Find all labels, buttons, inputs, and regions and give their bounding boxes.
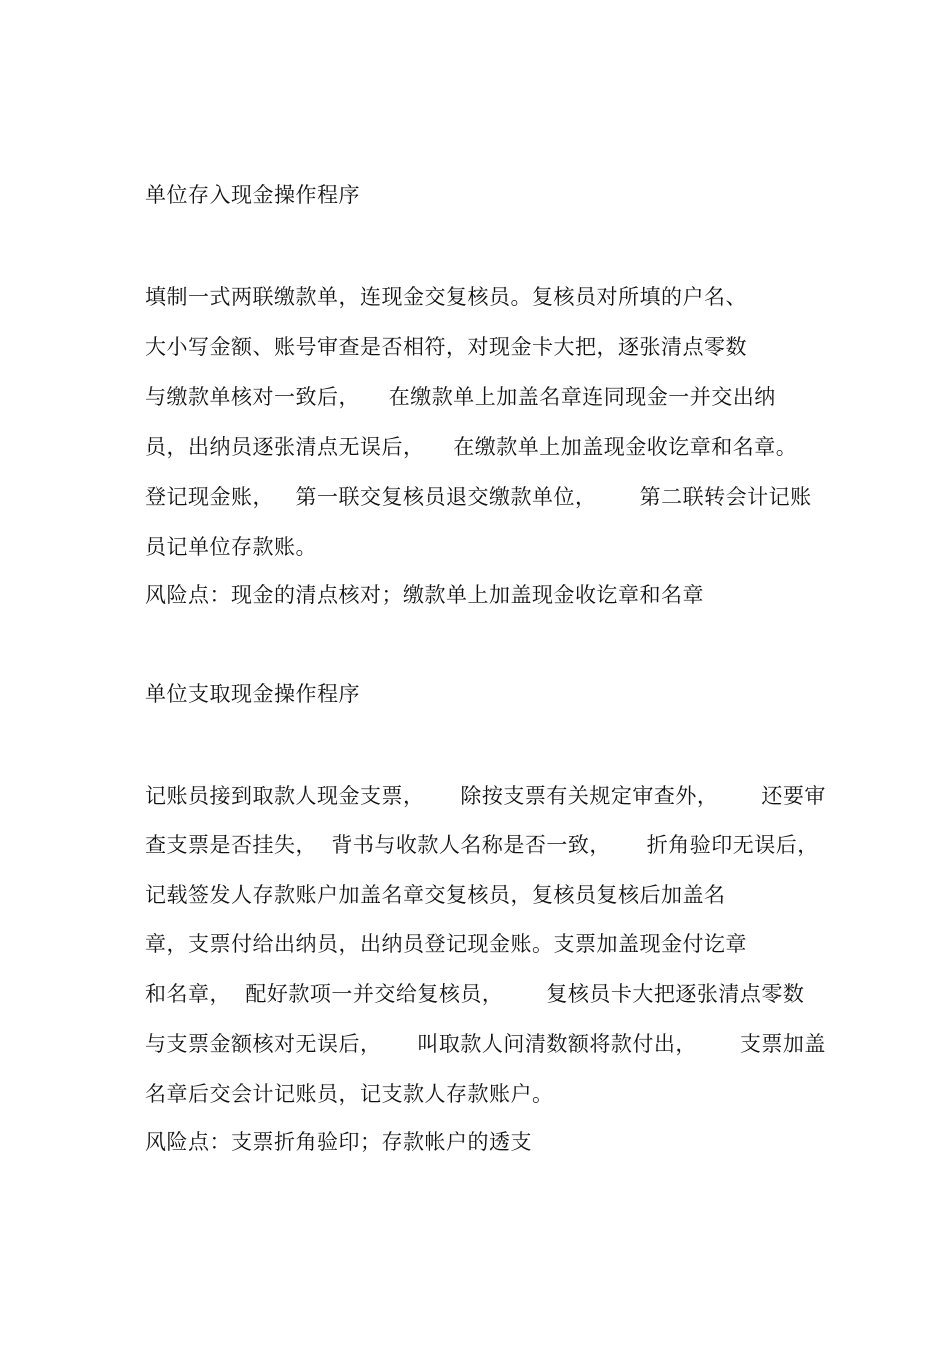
section1-line: 员，出纳员逐张清点无误后， 在缴款单上加盖现金收讫章和名章。 <box>145 435 798 459</box>
section2-line: 查支票是否挂失， 背书与收款人名称是否一致， 折角验印无误后， <box>145 833 819 857</box>
section1-title: 单位存入现金操作程序 <box>145 183 360 207</box>
section1-line: 员记单位存款账。 <box>145 535 317 559</box>
section1-line: 填制一式两联缴款单，连现金交复核员。复核员对所填的户名、 <box>145 285 747 309</box>
section2-title: 单位支取现金操作程序 <box>145 682 360 706</box>
section1-risk: 风险点：现金的清点核对；缴款单上加盖现金收讫章和名章 <box>145 583 704 607</box>
section1-line: 与缴款单核对一致后， 在缴款单上加盖名章连同现金一并交出纳 <box>145 385 776 409</box>
section2-line: 记账员接到取款人现金支票， 除按支票有关规定审查外， 还要审 <box>145 784 826 808</box>
section2-risk: 风险点：支票折角验印；存款帐户的透支 <box>145 1130 532 1154</box>
section1-line: 大小写金额、账号审查是否相符，对现金卡大把，逐张清点零数 <box>145 335 747 359</box>
section2-line: 和名章， 配好款项一并交给复核员， 复核员卡大把逐张清点零数 <box>145 982 805 1006</box>
section2-line: 名章后交会计记账员，记支款人存款账户。 <box>145 1082 554 1106</box>
section1-line: 登记现金账， 第一联交复核员退交缴款单位， 第二联转会计记账 <box>145 485 812 509</box>
section2-line: 章，支票付给出纳员，出纳员登记现金账。支票加盖现金付讫章 <box>145 932 747 956</box>
section2-line: 与支票金额核对无误后， 叫取款人问清数额将款付出， 支票加盖 <box>145 1032 826 1056</box>
section2-line: 记载签发人存款账户加盖名章交复核员，复核员复核后加盖名 <box>145 883 726 907</box>
